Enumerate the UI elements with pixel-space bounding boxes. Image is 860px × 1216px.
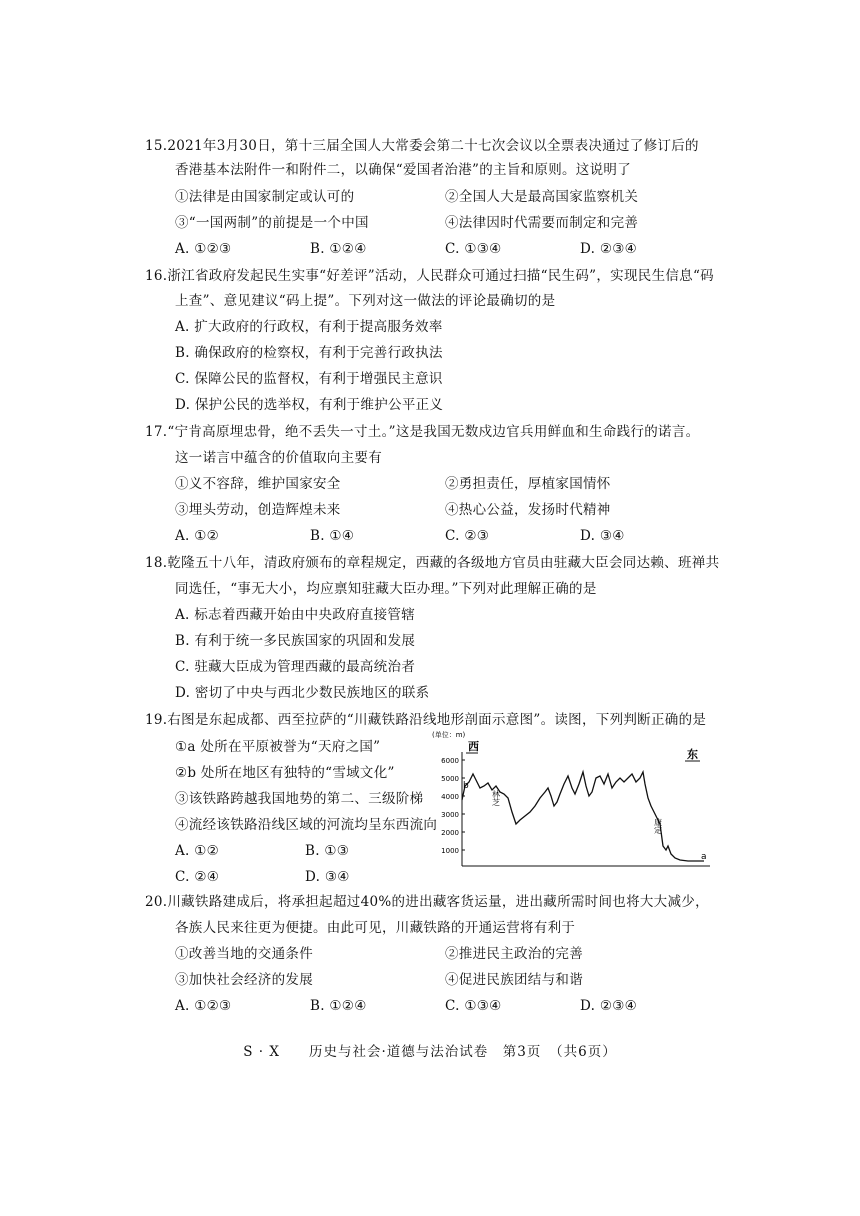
q20-answer-d: D. ②③④: [580, 998, 638, 1014]
q20-answer-c: C. ①③④: [445, 998, 502, 1014]
y-tick-6000: 6000: [441, 757, 459, 765]
q20-option-4: ④促进民族团结与和谐: [445, 972, 583, 988]
q20-stem-line1: 20.川藏铁路建成后，将承担起超过40%的进出藏客货运量，进出藏所需时间也将大大减少，: [145, 894, 709, 910]
q19-answer-d: D. ③④: [305, 869, 350, 885]
q16-choice-b: B. 确保政府的检察权，有利于完善行政执法: [175, 345, 443, 361]
q20-option-1: ①改善当地的交通条件: [175, 946, 313, 962]
q16-choice-a: A. 扩大政府的行政权，有利于提高服务效率: [175, 319, 443, 335]
q18-choice-d: D. 密切了中央与西北少数民族地区的联系: [175, 685, 430, 701]
y-tick-4000: 4000: [441, 793, 459, 801]
q18-stem-line2: 同选任，“事无大小，均应禀知驻藏大臣办理。”下列对此理解正确的是: [175, 581, 597, 597]
q16-stem-line1: 16.浙江省政府发起民生实事“好差评”活动，人民群众可通过扫描“民生码”，实现民生信息“码: [145, 268, 714, 284]
y-tick-2000: 2000: [441, 829, 459, 837]
figure-east-label: 东: [687, 748, 698, 761]
q16-choice-d: D. 保护公民的选举权，有利于维护公平正义: [175, 397, 444, 413]
q18-choice-b: B. 有利于统一多民族国家的巩固和发展: [175, 633, 416, 649]
y-tick-1000: 1000: [441, 847, 459, 855]
q17-option-4: ④热心公益，发扬时代精神: [445, 502, 611, 518]
q19-answer-a: A. ①②: [175, 843, 220, 859]
q16-choice-c: C. 保障公民的监督权，有利于增强民主意识: [175, 371, 443, 387]
q18-choice-a: A. 标志着西藏开始由中央政府直接管辖: [175, 607, 416, 623]
q19-answer-c: C. ②④: [175, 869, 220, 885]
q17-answer-b: B. ①④: [310, 528, 355, 544]
q19-stem-line1: 19.右图是东起成都、西至拉萨的“川藏铁路沿线地形剖面示意图”。读图，下列判断正确的是: [145, 712, 707, 728]
q18-choice-c: C. 驻藏大臣成为管理西藏的最高统治者: [175, 659, 416, 675]
q15-option-2: ②全国人大是最高国家监察机关: [445, 189, 639, 205]
q20-option-2: ②推进民主政治的完善: [445, 946, 583, 962]
q15-answer-a: A. ①②③: [175, 241, 232, 257]
q17-answer-a: A. ①②: [175, 528, 220, 544]
railway-terrain-profile-figure: [432, 728, 712, 873]
page-footer: S · X 历史与社会·道德与法治试卷 第3页 （共6页）: [243, 1044, 617, 1060]
q17-stem-line2: 这一诺言中蕴含的价值取向主要有: [175, 450, 382, 466]
q17-option-2: ②勇担责任，厚植家国情怀: [445, 476, 611, 492]
q15-stem-line2: 香港基本法附件一和附件二，以确保“爱国者治港”的主旨和原则。这说明了: [175, 162, 632, 178]
linzhi-label: 林芝: [491, 790, 501, 806]
q19-option-2: ②b 处所在地区有独特的“雪域文化”: [175, 765, 395, 781]
q17-answer-d: D. ③④: [580, 528, 625, 544]
q17-stem-line1: 17.“宁肯高原埋忠骨，绝不丢失一寸土。”这是我国无数戍边官兵用鲜血和生命践行的诺言。: [145, 424, 700, 440]
q20-answer-a: A. ①②③: [175, 998, 232, 1014]
terrain-profile-line: [462, 772, 704, 861]
q18-stem-line1: 18.乾隆五十八年，清政府颁布的章程规定，西藏的各级地方官员由驻藏大臣会同达赖、班禅共: [145, 555, 720, 571]
q20-answer-b: B. ①②④: [310, 998, 367, 1014]
q17-option-3: ③埋头劳动，创造辉煌未来: [175, 502, 341, 518]
point-b-label: b: [463, 781, 469, 791]
y-tick-5000: 5000: [441, 775, 459, 783]
q19-option-3: ③该铁路跨越我国地势的第二、三级阶梯: [175, 791, 424, 807]
point-a-label: a: [701, 852, 707, 862]
q19-answer-b: B. ①③: [305, 843, 350, 859]
q15-option-1: ①法律是由国家制定或认可的: [175, 189, 355, 205]
q15-option-3: ③“一国两制”的前提是一个中国: [175, 215, 369, 231]
q15-answer-d: D. ②③④: [580, 241, 638, 257]
q20-option-3: ③加快社会经济的发展: [175, 972, 313, 988]
q16-stem-line2: 上查”、意见建议“码上提”。下列对这一做法的评论最确切的是: [175, 293, 556, 309]
kangding-label: 康定: [653, 818, 663, 834]
q15-answer-b: B. ①②④: [310, 241, 367, 257]
figure-west-label: 西: [468, 740, 479, 753]
q19-option-1: ①a 处所在平原被誉为“天府之国”: [175, 739, 381, 755]
q15-stem-line1: 15.2021年3月30日，第十三届全国人大常委会第二十七次会议以全票表决通过了修订后的: [145, 138, 699, 154]
y-tick-3000: 3000: [441, 811, 459, 819]
q15-answer-c: C. ①③④: [445, 241, 502, 257]
q15-option-4: ④法律因时代需要而制定和完善: [445, 215, 639, 231]
q19-option-4: ④流经该铁路沿线区域的河流均呈东西流向: [175, 817, 438, 833]
figure-unit-label: (单位：m): [432, 731, 466, 739]
q20-stem-line2: 各族人民来往更为便捷。由此可见，川藏铁路的开通运营将有利于: [175, 920, 576, 936]
q17-answer-c: C. ②③: [445, 528, 490, 544]
q17-option-1: ①义不容辞，维护国家安全: [175, 476, 341, 492]
